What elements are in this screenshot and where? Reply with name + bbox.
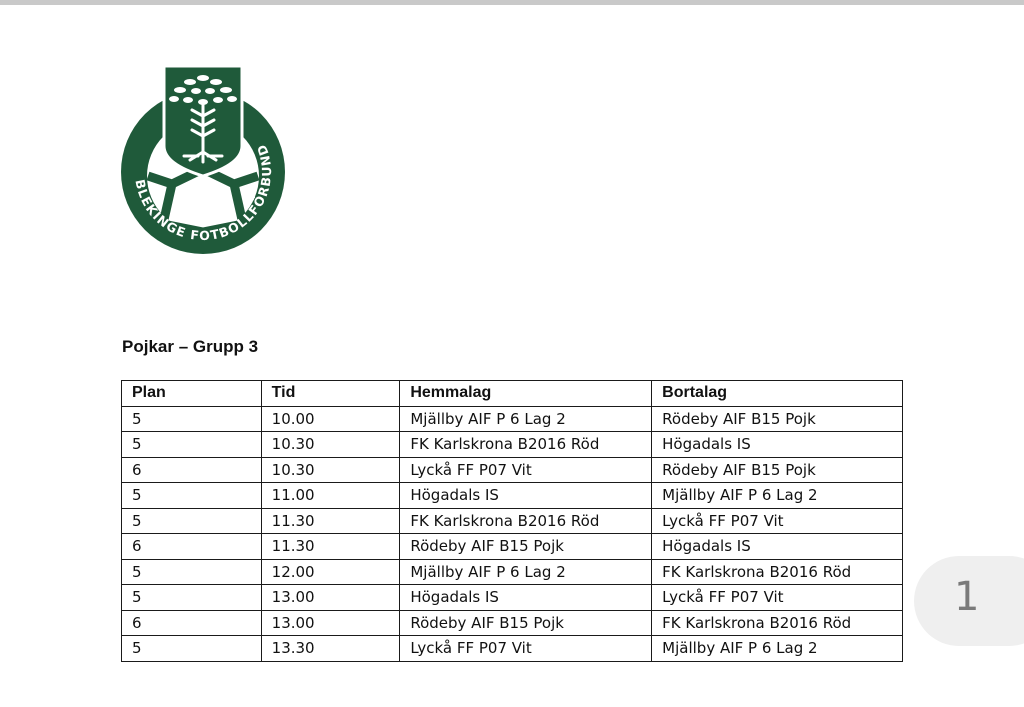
table-row bbox=[122, 559, 903, 585]
plan-cell: 6 bbox=[122, 457, 262, 483]
away-team-cell: FK Karlskrona B2016 Röd bbox=[652, 610, 903, 636]
table-row bbox=[122, 457, 903, 483]
page-heading: Pojkar – Grupp 3 bbox=[122, 337, 259, 356]
column-header-hemmalag: Hemmalag bbox=[400, 381, 652, 407]
home-team-cell: Mjällby AIF P 6 Lag 2 bbox=[400, 559, 652, 585]
away-team-cell: Mjällby AIF P 6 Lag 2 bbox=[652, 483, 903, 509]
plan-cell: 6 bbox=[122, 610, 262, 636]
time-cell: 13.00 bbox=[261, 585, 400, 611]
plan-cell: 6 bbox=[122, 534, 262, 560]
column-header-tid: Tid bbox=[261, 381, 400, 407]
column-header-bortalag: Bortalag bbox=[652, 381, 903, 407]
plan-cell: 5 bbox=[122, 508, 262, 534]
table-row bbox=[122, 585, 903, 611]
plan-cell: 5 bbox=[122, 483, 262, 509]
away-team-cell: Högadals IS bbox=[652, 432, 903, 458]
time-cell: 10.30 bbox=[261, 457, 400, 483]
time-cell: 11.30 bbox=[261, 534, 400, 560]
table-row bbox=[122, 432, 903, 458]
logo-ring-text: BLEKINGE FOTBOLLFÖRBUND bbox=[132, 141, 275, 244]
home-team-cell: FK Karlskrona B2016 Röd bbox=[400, 508, 652, 534]
table-row bbox=[122, 636, 903, 662]
home-team-cell: Högadals IS bbox=[400, 483, 652, 509]
home-team-cell: Högadals IS bbox=[400, 585, 652, 611]
viewer-top-bar bbox=[0, 0, 1024, 5]
table-row bbox=[122, 508, 903, 534]
time-cell: 10.30 bbox=[261, 432, 400, 458]
page-number-badge bbox=[914, 556, 1024, 646]
plan-cell: 5 bbox=[122, 432, 262, 458]
away-team-cell: FK Karlskrona B2016 Röd bbox=[652, 559, 903, 585]
away-team-cell: Högadals IS bbox=[652, 534, 903, 560]
time-cell: 11.30 bbox=[261, 508, 400, 534]
away-team-cell: Lyckå FF P07 Vit bbox=[652, 585, 903, 611]
blekinge-fotbollforbund-logo bbox=[118, 64, 288, 264]
away-team-cell: Rödeby AIF B15 Pojk bbox=[652, 406, 903, 432]
home-team-cell: Rödeby AIF B15 Pojk bbox=[400, 610, 652, 636]
column-header-plan: Plan bbox=[122, 381, 262, 407]
table-row bbox=[122, 534, 903, 560]
home-team-cell: Mjällby AIF P 6 Lag 2 bbox=[400, 406, 652, 432]
home-team-cell: Lyckå FF P07 Vit bbox=[400, 457, 652, 483]
table-row bbox=[122, 483, 903, 509]
home-team-cell: Rödeby AIF B15 Pojk bbox=[400, 534, 652, 560]
match-schedule-table bbox=[121, 380, 903, 662]
away-team-cell: Lyckå FF P07 Vit bbox=[652, 508, 903, 534]
home-team-cell: Lyckå FF P07 Vit bbox=[400, 636, 652, 662]
plan-cell: 5 bbox=[122, 406, 262, 432]
time-cell: 13.00 bbox=[261, 610, 400, 636]
plan-cell: 5 bbox=[122, 585, 262, 611]
plan-cell: 5 bbox=[122, 559, 262, 585]
page-number: 1 bbox=[954, 574, 980, 620]
table-header-row bbox=[122, 381, 903, 407]
away-team-cell: Mjällby AIF P 6 Lag 2 bbox=[652, 636, 903, 662]
time-cell: 10.00 bbox=[261, 406, 400, 432]
table-row bbox=[122, 406, 903, 432]
time-cell: 12.00 bbox=[261, 559, 400, 585]
away-team-cell: Rödeby AIF B15 Pojk bbox=[652, 457, 903, 483]
home-team-cell: FK Karlskrona B2016 Röd bbox=[400, 432, 652, 458]
plan-cell: 5 bbox=[122, 636, 262, 662]
time-cell: 13.30 bbox=[261, 636, 400, 662]
time-cell: 11.00 bbox=[261, 483, 400, 509]
table-row bbox=[122, 610, 903, 636]
